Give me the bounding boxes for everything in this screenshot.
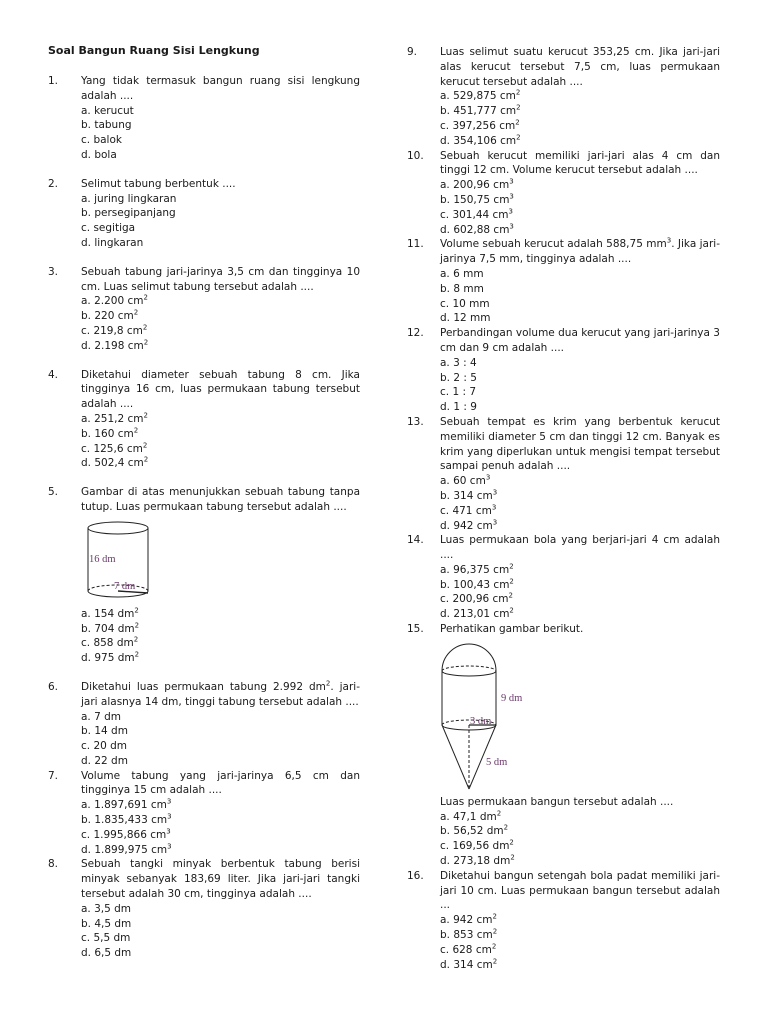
- option-c: c. 397,256 $cm^2$: [440, 118, 520, 132]
- question-number: 16.: [407, 869, 424, 882]
- option-d: d. 354,106 $cm^2$: [440, 133, 521, 147]
- option-d: d. 602,88 $cm^3$: [440, 222, 514, 236]
- question-stem: Perbandingan volume dua kerucut yang jari-jarinya 3 cm dan 9 cm adalah ....: [440, 327, 720, 354]
- option-b: b. 220 $cm^2$: [81, 308, 139, 323]
- option-d: d. lingkaran: [81, 236, 144, 249]
- option-d: d. 975 $dm^2$: [81, 650, 140, 665]
- option-c: c. segitiga: [81, 222, 136, 235]
- option-c: c. 10 mm: [440, 297, 490, 310]
- option-b: b. 704 $dm^2$: [81, 621, 140, 635]
- question-7: [48, 769, 360, 858]
- option-d: d. 1.899,975 $cm^3$: [81, 842, 172, 856]
- option-b: b. 160 $cm^2$: [81, 426, 139, 440]
- option-b: b. 1.835,433 $cm^3$: [81, 812, 172, 827]
- question-stem: Gambar di atas menunjukkan sebuah tabung tanpa tutup. Luas permukaan tabung tersebut adalah ....: [81, 486, 360, 513]
- option-c: c. 125,6 $cm^2$: [81, 441, 148, 455]
- question-9: [407, 45, 720, 149]
- option-b: b. 314 $cm^3$: [440, 488, 498, 502]
- question-stem: Luas permukaan bola yang berjari-jari 4 cm adalah ....: [440, 534, 720, 562]
- option-b: b. 14 dm: [81, 725, 128, 738]
- question-stem: Sebuah tangki minyak berbentuk tabung berisi minyak sebanyak 183,69 liter. Jika jari-jari tangki tersebut adalah 30 cm, tingginya adalah ....: [81, 858, 360, 901]
- option-c: c. 858 $dm^2$: [81, 635, 139, 650]
- page-title: Soal Bangun Ruang Sisi Lengkung: [48, 44, 260, 57]
- option-d: d. 942 $cm^3$: [440, 518, 498, 532]
- question-10: [407, 149, 720, 238]
- option-a: a. 47,1 $dm^2$: [440, 809, 502, 823]
- question-stem: Diketahui bangun setengah bola padat memiliki jari-jari 10 cm. Luas permukaan bangun tersebut adalah ...: [440, 869, 720, 912]
- height-label: 16 dm: [89, 553, 116, 565]
- left-column: [48, 74, 360, 961]
- question-2: [48, 177, 360, 251]
- option-d: d. 1 : 9: [440, 401, 477, 414]
- option-c: c. 628 $cm^2$: [440, 942, 497, 956]
- option-a: a. 60 $cm^3$: [440, 473, 491, 488]
- option-c: c. 1 : 7: [440, 386, 477, 399]
- option-a: a. 942 $cm^2$: [440, 912, 497, 927]
- slant-label: 5 dm: [486, 756, 508, 768]
- radius-label: 7 dm: [114, 580, 136, 592]
- option-d: d. 273,18 $dm^2$: [440, 853, 515, 868]
- option-d: d. 2.198 $cm^2$: [81, 338, 149, 352]
- question-stem: Sebuah tempat es krim yang berbentuk kerucut memiliki diameter 5 cm dan tinggi 12 cm. Banyak es krim yang diperlukan untuk mengisi tempat tersebut sampai penuh adalah ....: [440, 415, 720, 473]
- radius-label: 3 dm: [470, 715, 492, 727]
- question-stem: Diketahui diameter sebuah tabung 8 cm. Jika tingginya 16 cm, luas permukaan tabung tersebut adalah ....: [81, 368, 360, 411]
- option-d: d. 502,4 $cm^2$: [81, 455, 149, 470]
- option-c: c. 200,96 $cm^2$: [440, 591, 513, 606]
- question-stem: Perhatikan gambar berikut.: [440, 623, 584, 636]
- option-b: b. 150,75 $cm^3$: [440, 192, 514, 206]
- option-d: d. 22 dm: [81, 754, 128, 767]
- question-4: [48, 368, 360, 472]
- height-label: 9 dm: [501, 692, 523, 704]
- question-stem-continued: Luas permukaan bangun tersebut adalah ....: [440, 795, 674, 808]
- option-a: a. 200,96 $cm^3$: [440, 177, 514, 192]
- option-d: d. 6,5 dm: [81, 947, 132, 960]
- option-c: c. 5,5 dm: [81, 932, 131, 945]
- option-c: c. 471 $cm^3$: [440, 503, 497, 517]
- question-number: 12.: [407, 327, 424, 340]
- option-c: c. 219,8 $cm^2$: [81, 323, 148, 337]
- option-a: a. 3,5 dm: [81, 902, 132, 915]
- option-b: b. 451,777 $cm^2$: [440, 103, 521, 118]
- option-b: b. 8 mm: [440, 282, 484, 295]
- question-stem: Diketahui luas permukaan tabung 2.992 $dm^2$. jari-jari alasnya 14 dm, tinggi tabung tersebut adalah ....: [81, 679, 360, 708]
- option-b: b. 100,43 $cm^2$: [440, 577, 514, 591]
- option-a: a. 3 : 4: [440, 356, 477, 369]
- option-c: c. 301,44 $cm^3$: [440, 207, 513, 221]
- question-number: 11.: [407, 238, 424, 251]
- option-d: d. bola: [81, 148, 117, 161]
- question-16: [407, 869, 720, 973]
- question-number: 14.: [407, 534, 424, 547]
- option-c: c. balok: [81, 134, 122, 147]
- option-d: d. 213,01 $cm^2$: [440, 606, 514, 621]
- option-c: c. 20 dm: [81, 740, 128, 753]
- question-number: 15.: [407, 623, 424, 636]
- question-number: 4.: [48, 368, 59, 381]
- option-a: a. 7 dm: [81, 710, 122, 723]
- question-number: 5.: [48, 486, 59, 499]
- question-number: 7.: [48, 769, 59, 782]
- option-c: c. 1.995,866 $cm^3$: [81, 827, 171, 841]
- option-a: a. 251,2 $cm^2$: [81, 411, 148, 425]
- question-number: 3.: [48, 265, 59, 278]
- question-number: 2.: [48, 177, 59, 190]
- option-b: b. 56,52 $dm^2$: [440, 823, 509, 838]
- option-a: a. 1.897,691 $cm^3$: [81, 797, 172, 812]
- open-cylinder-figure: [81, 519, 171, 605]
- right-column: [407, 45, 720, 972]
- question-stem: Sebuah kerucut memiliki jari-jari alas 4 cm dan tinggi 12 cm. Volume kerucut tersebut adalah ....: [440, 149, 720, 177]
- question-stem: Selimut tabung berbentuk ....: [81, 177, 236, 190]
- question-15: [407, 622, 720, 869]
- question-11: [407, 237, 720, 326]
- question-stem: Sebuah tabung jari-jarinya 3,5 cm dan tingginya 10 cm. Luas selimut tabung tersebut adalah ....: [81, 265, 360, 293]
- option-a: a. 96,375 $cm^2$: [440, 562, 514, 576]
- option-d: d. 12 mm: [440, 312, 491, 325]
- option-a: a. kerucut: [81, 104, 134, 117]
- question-number: 1.: [48, 75, 59, 87]
- option-a: a. 154 $dm^2$: [81, 606, 139, 620]
- question-number: 6.: [48, 680, 59, 693]
- question-number: 8.: [48, 858, 59, 871]
- option-a: a. 2.200 $cm^2$: [81, 293, 148, 308]
- option-b: b. 2 : 5: [440, 371, 477, 384]
- question-number: 9.: [407, 46, 418, 58]
- hemisphere-cylinder-cone-figure: [440, 641, 550, 793]
- option-a: a. 6 mm: [440, 267, 484, 280]
- question-stem: Luas selimut suatu kerucut 353,25 cm. Jika jari-jari alas kerucut tersebut 7,5 cm, luas permukaan kerucut tersebut adalah ....: [440, 46, 720, 88]
- question-5: [48, 485, 360, 666]
- option-a: a. 529,875 $cm^2$: [440, 88, 521, 103]
- question-13: [407, 415, 720, 533]
- question-stem: Yang tidak termasuk bangun ruang sisi lengkung adalah ....: [81, 75, 360, 102]
- question-12: [407, 326, 720, 415]
- option-b: b. 4,5 dm: [81, 917, 132, 930]
- question-6: [48, 680, 360, 769]
- question-number: 13.: [407, 415, 424, 428]
- question-stem: Volume sebuah kerucut adalah 588,75 $mm^3$. Jika jari-jarinya 7,5 mm, tingginya adalah ....: [440, 236, 721, 266]
- option-b: b. persegipanjang: [81, 207, 176, 220]
- option-b: b. tabung: [81, 119, 132, 132]
- question-number: 10.: [407, 149, 424, 162]
- question-14: [407, 533, 720, 622]
- option-d: d. 314 $cm^2$: [440, 957, 498, 971]
- question-8: [48, 857, 360, 961]
- question-1: [48, 74, 360, 163]
- option-a: a. juring lingkaran: [81, 192, 177, 205]
- question-3: [48, 265, 360, 354]
- option-c: c. 169,56 $dm^2$: [440, 838, 514, 853]
- question-stem: Volume tabung yang jari-jarinya 6,5 cm dan tingginya 15 cm adalah ....: [81, 769, 360, 797]
- option-b: b. 853 $cm^2$: [440, 927, 498, 942]
